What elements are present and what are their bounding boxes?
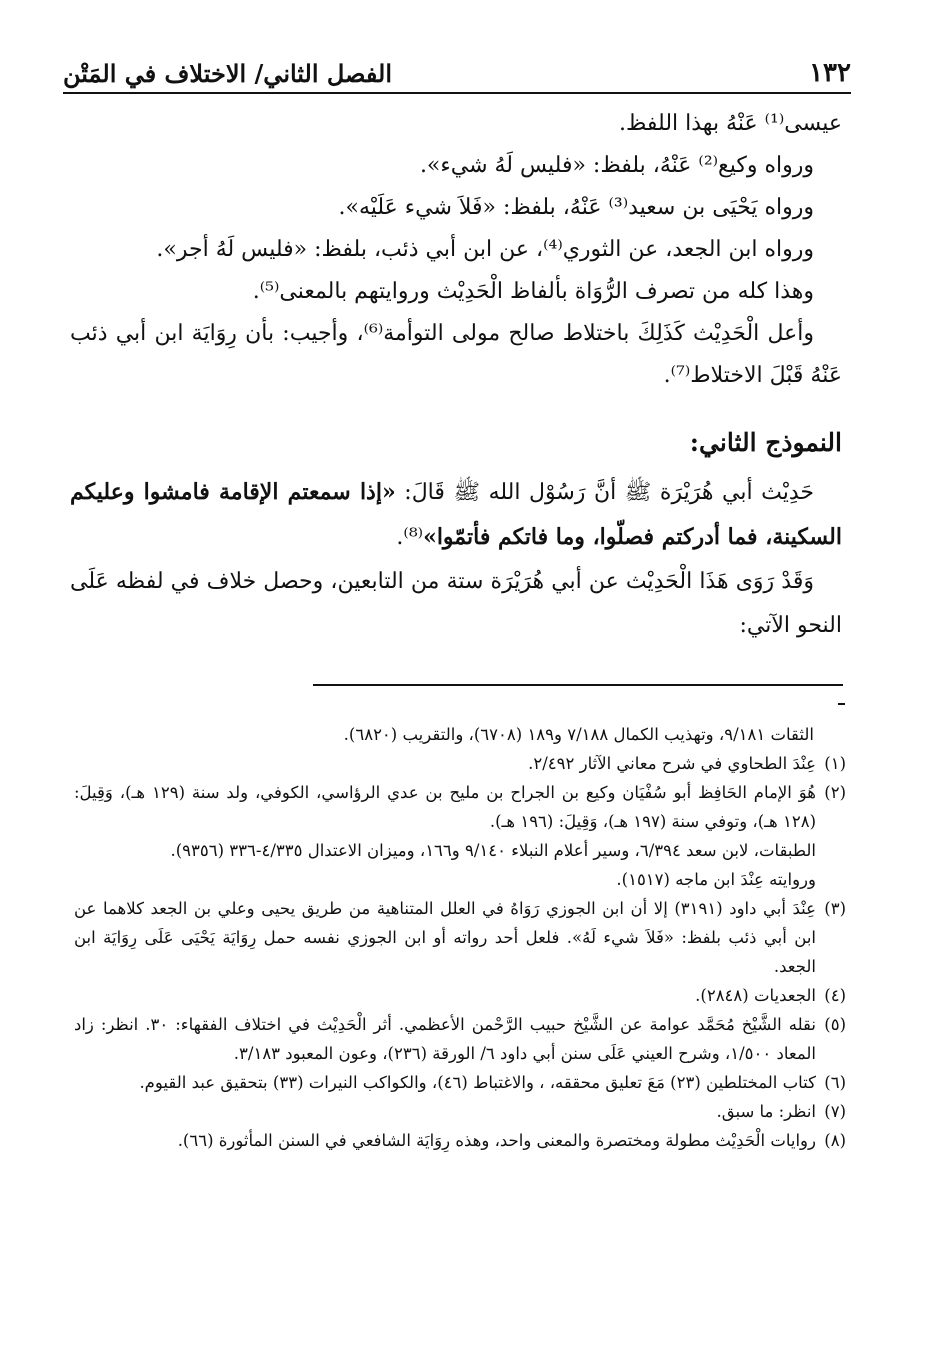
footnote-text: عِنْدَ الطحاوي في شرح معاني الآثار ٢/٤٩٢. [528, 754, 816, 773]
footnote-text: عِنْدَ أبي داود (٣١٩١) إلا أن ابن الجوزي رَوَاهُ في العلل المتناهية من طريق يحيى وعلي بن الجعد كلاهما عن ابن أبي ذئب بلفظ: «فَلاَ شيء لَهُ». فلعل أحد رواته أو ابن الجوزي نفسه حمل رِوَايَة يَحْيَى عَلَى رِوَايَة ابن الجعد. [74, 899, 816, 976]
footnote-number: (٨) [824, 1131, 846, 1150]
hadith-footnote-ref: ⁽⁸⁾. [396, 525, 424, 550]
footnote-text: روايات الْحَدِيْث مطولة ومختصرة والمعنى واحد، وهذه رِوَايَة الشافعي في السنن المأثورة (٦٦). [177, 1131, 816, 1150]
footnote-item [74, 981, 846, 1010]
paragraph-isa: عيسى⁽¹⁾ عَنْهُ بهذا اللفظ. [619, 111, 842, 136]
footnote-text: هُوَ الإمام الحَافِظ أبو سُفْيَان وكيع بن الجراح بن مليح بن عدي الرؤاسي، الكوفي، ولد سنة (١٢٩ هـ)، وَقِيلَ: (١٢٨ هـ)، وتوفي سنة (١٩٧ هـ)، وَقِيلَ: (١٩٦ هـ). [74, 783, 816, 831]
footnote-text: كتاب المختلطين (٢٣) مَعَ تعليق محققه، ، والاغتباط (٤٦)، والكواكب النيرات (٣٣) بتحقيق عبد القيوم. [139, 1073, 816, 1092]
footnote-item [74, 749, 846, 778]
example-text [70, 470, 842, 648]
footnote-item [74, 1126, 846, 1155]
footnote-item [74, 865, 846, 894]
footnote-text: انظر: ما سبق. [716, 1102, 816, 1121]
paragraph-yahya: ورواه يَحْيَى بن سعيد⁽³⁾ عَنْهُ، بلفظ: «فَلاَ شيء عَلَيْه». [338, 195, 814, 220]
footnote-carryover: الثقات ٩/١٨١، وتهذيب الكمال ٧/١٨٨ و١٨٩ (٦٧٠٨)، والتقريب (٦٨٢٠). [343, 725, 814, 744]
footnotes [74, 720, 846, 1155]
footnote-number: (٢) [824, 783, 846, 802]
footnote-number: (٤) [824, 986, 846, 1005]
footnote-text: الجعديات (٢٨٤٨). [695, 986, 816, 1005]
hadith-paragraph [70, 470, 842, 560]
footnote-item [74, 894, 846, 981]
footnote-item [74, 1097, 846, 1126]
page-header [63, 50, 851, 94]
footnote-dash [838, 703, 845, 705]
footnote-number: (١) [824, 754, 846, 773]
hadith-text: «إذا سمعتم الإقامة فامشوا وعليكم السكينة، فما أدركتم فصلّوا، وما فاتكم فأتمّوا» [70, 479, 842, 550]
footnote-text: وروايته عِنْدَ ابن ماجه (١٥١٧). [616, 870, 816, 889]
paragraph-waki: ورواه وكيع⁽²⁾ عَنْهُ، بلفظ: «فليس لَهُ شيء». [419, 153, 814, 178]
footnote-item [74, 1010, 846, 1068]
footnote-number: (٦) [824, 1073, 846, 1092]
footnote-number: (٧) [824, 1102, 846, 1121]
footnote-item [74, 1068, 846, 1097]
footnote-item [74, 836, 846, 865]
paragraph-ibn-aljad: ورواه ابن الجعد، عن الثوري⁽⁴⁾، عن ابن أبي ذئب، بلفظ: «فليس لَهُ أجر». [156, 237, 814, 262]
narration-paragraph: وَقَدْ رَوَى هَذَا الْحَدِيْث عن أبي هُرَيْرَة ستة من التابعين، وحصل خلاف في لفظه عَلَى النحو الآتي: [70, 569, 842, 638]
footnote-text: نقله الشَّيْخ مُحَمَّد عوامة عن الشَّيْخ حبيب الرَّحْمن الأعظمي. أثر الْحَدِيْث في اختلاف الفقهاء: ٣٠. انظر: زاد المعاد ١/٥٠٠، وشرح العيني عَلَى سنن أبي داود ٦/ الورقة (٢٣٦)، وعون المعبود ٣/١٨٣. [74, 1015, 816, 1063]
section-heading: النموذج الثاني: [689, 428, 842, 457]
footnote-divider [313, 684, 843, 686]
running-title: الفصل الثاني/ الاختلاف في المَتْن [63, 59, 392, 88]
footnote-text: الطبقات، لابن سعد ٦/٣٩٤، وسير أعلام النبلاء ٩/١٤٠ و١٦٦، وميزان الاعتدال ٤/٣٣٥-٣٣٦ (٩٣٥٦). [170, 841, 816, 860]
footnote-number: (٥) [824, 1015, 846, 1034]
footnote-number: (٣) [824, 899, 846, 918]
footnote-number [816, 836, 846, 865]
footnote-number [816, 865, 846, 894]
paragraph-illah: وأعل الْحَدِيْث كَذَلِكَ باختلاط صالح مولى التوأمة⁽⁶⁾، وأجيب: بأن رِوَايَة ابن أبي ذئب عَنْهُ قَبْلَ الاختلاط⁽⁷⁾. [70, 321, 842, 388]
hadith-intro: حَدِيْث أبي هُرَيْرَة ﷺ أنَّ رَسُوْل الله ﷺ قَالَ: [395, 480, 815, 505]
footnote-item [74, 778, 846, 836]
page-number: ١٣٢ [809, 58, 851, 88]
paragraph-narrators: وهذا كله من تصرف الرُّوَاة بألفاظ الْحَدِيْث وروايتهم بالمعنى⁽⁵⁾. [252, 279, 814, 304]
main-text [70, 103, 842, 397]
